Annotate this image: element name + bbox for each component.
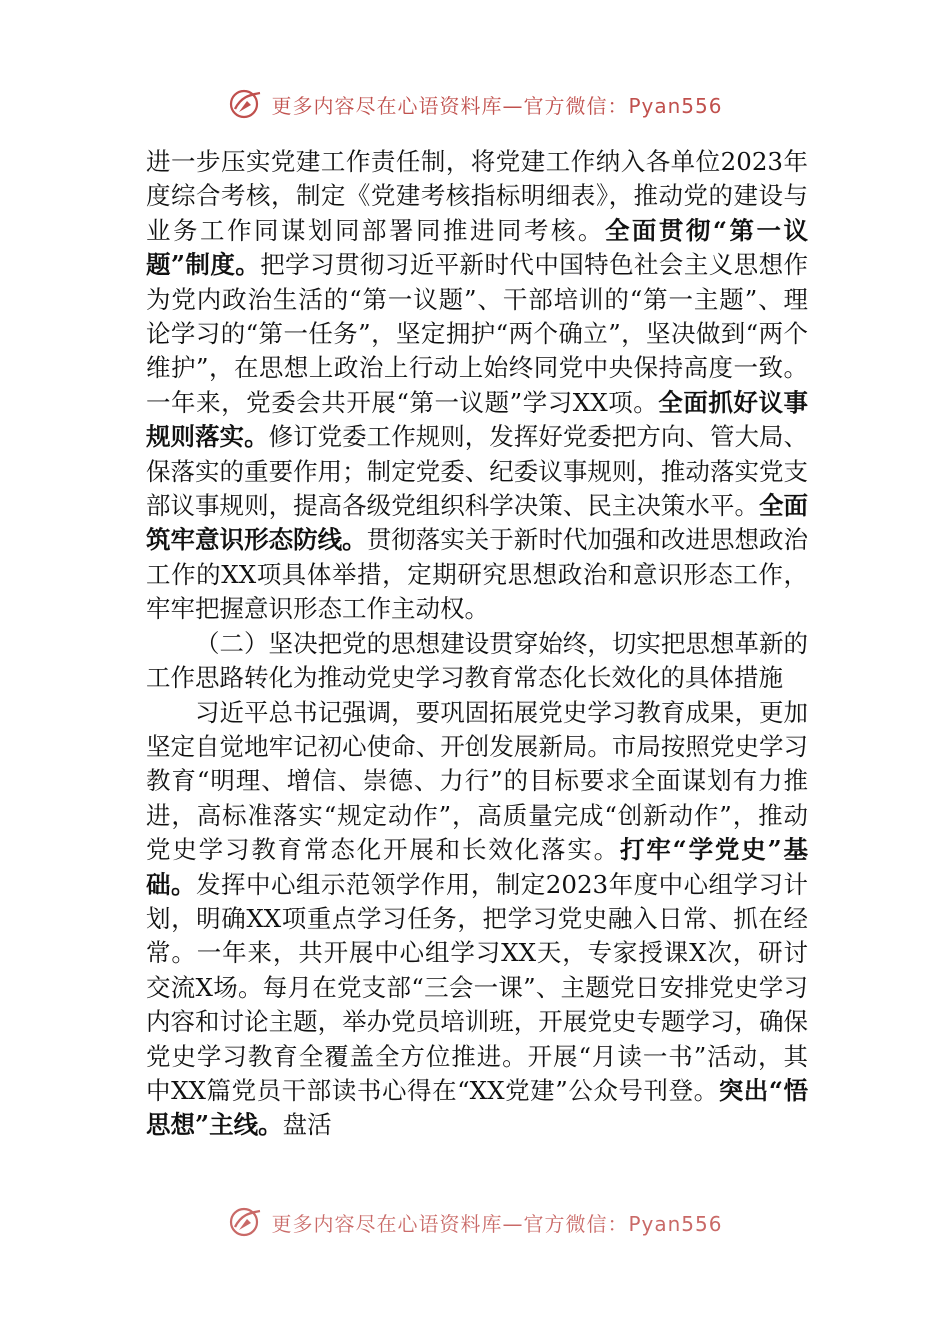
bold-lead: 全面抓好议事规则落实。 [146, 387, 809, 452]
watermark-text: 更多内容尽在心语资料库—官方微信：Pyan556 [271, 93, 723, 118]
bold-lead: 打牢“学党史”基础。 [146, 835, 808, 899]
paragraph-1 [146, 145, 808, 627]
text-run: 发挥中心组示范领学作用，制定2023年度中心组学习计划，明确XX项重点学习任务，把学习党史融入日常、抓在经常。一年来，共开展中心组学习XX天，专家授课X次，研讨交流X场。每月在党支部“三会一课”、主题党日安排党史学习内容和讨论主题，举办党员培训班，开展党史专题学习，确保党史学习教育全覆盖全方位推进。开展“月读一书”活动，其中XX篇党员干部读书心得在“XX党建”公众号刊登。 [146, 869, 809, 1105]
logo-icon [227, 87, 265, 121]
bold-lead: 突出“悟思想”主线。 [146, 1075, 809, 1140]
document-body [146, 145, 808, 1143]
text-run: 把学习贯彻习近平新时代中国特色社会主义思想作为党内政治生活的“第一议题”、干部培训的“第一主题”、理论学习的“第一任务”，坚定拥护“两个确立”，坚决做到“两个维护”，在思想上政治上行动上始终同党中央保持高度一致。一年来，党委会共开展“第一议题”学习XX项。 [146, 250, 809, 417]
text-run: 盘活 [282, 1110, 332, 1140]
bold-lead: 全面贯彻“第一议题”制度。 [146, 215, 809, 280]
text-run: 修订党委工作规则，发挥好党委把方向、管大局、保落实的重要作用；制定党委、纪委议事规则，推动落实党支部议事规则，提高各级党组织科学决策、民主决策水平。 [146, 422, 809, 521]
logo-icon [227, 1205, 265, 1239]
section-heading: （二）坚决把党的思想建设贯穿始终，切实把思想革新的工作思路转化为推动党史学习教育常态化长效化的具体措施 [146, 628, 808, 693]
paragraph-2 [146, 696, 808, 1143]
text-run: 习近平总书记强调，要巩固拓展党史学习教育成果，更加坚定自觉地牢记初心使命、开创发展新局。市局按照党史学习教育“明理、增信、崇德、力行”的目标要求全面谋划有力推进，高标准落实“规定动作”，高质量完成“创新动作”，推动党史学习教育常态化开展和长效化落实。 [146, 697, 808, 865]
text-run: 进一步压实党建工作责任制，将党建工作纳入各单位2023年度综合考核，制定《党建考核指标明细表》，推动党的建设与业务工作同谋划同部署同推进同考核。 [146, 147, 808, 245]
watermark-header [0, 86, 950, 122]
bold-lead: 全面筑牢意识形态防线。 [146, 491, 809, 555]
text-run: 贯彻落实关于新时代加强和改进思想政治工作的XX项具体举措，定期研究思想政治和意识形态工作，牢牢把握意识形态工作主动权。 [146, 525, 809, 624]
watermark-footer [0, 1204, 950, 1240]
watermark-text: 更多内容尽在心语资料库—官方微信：Pyan556 [271, 1211, 723, 1236]
